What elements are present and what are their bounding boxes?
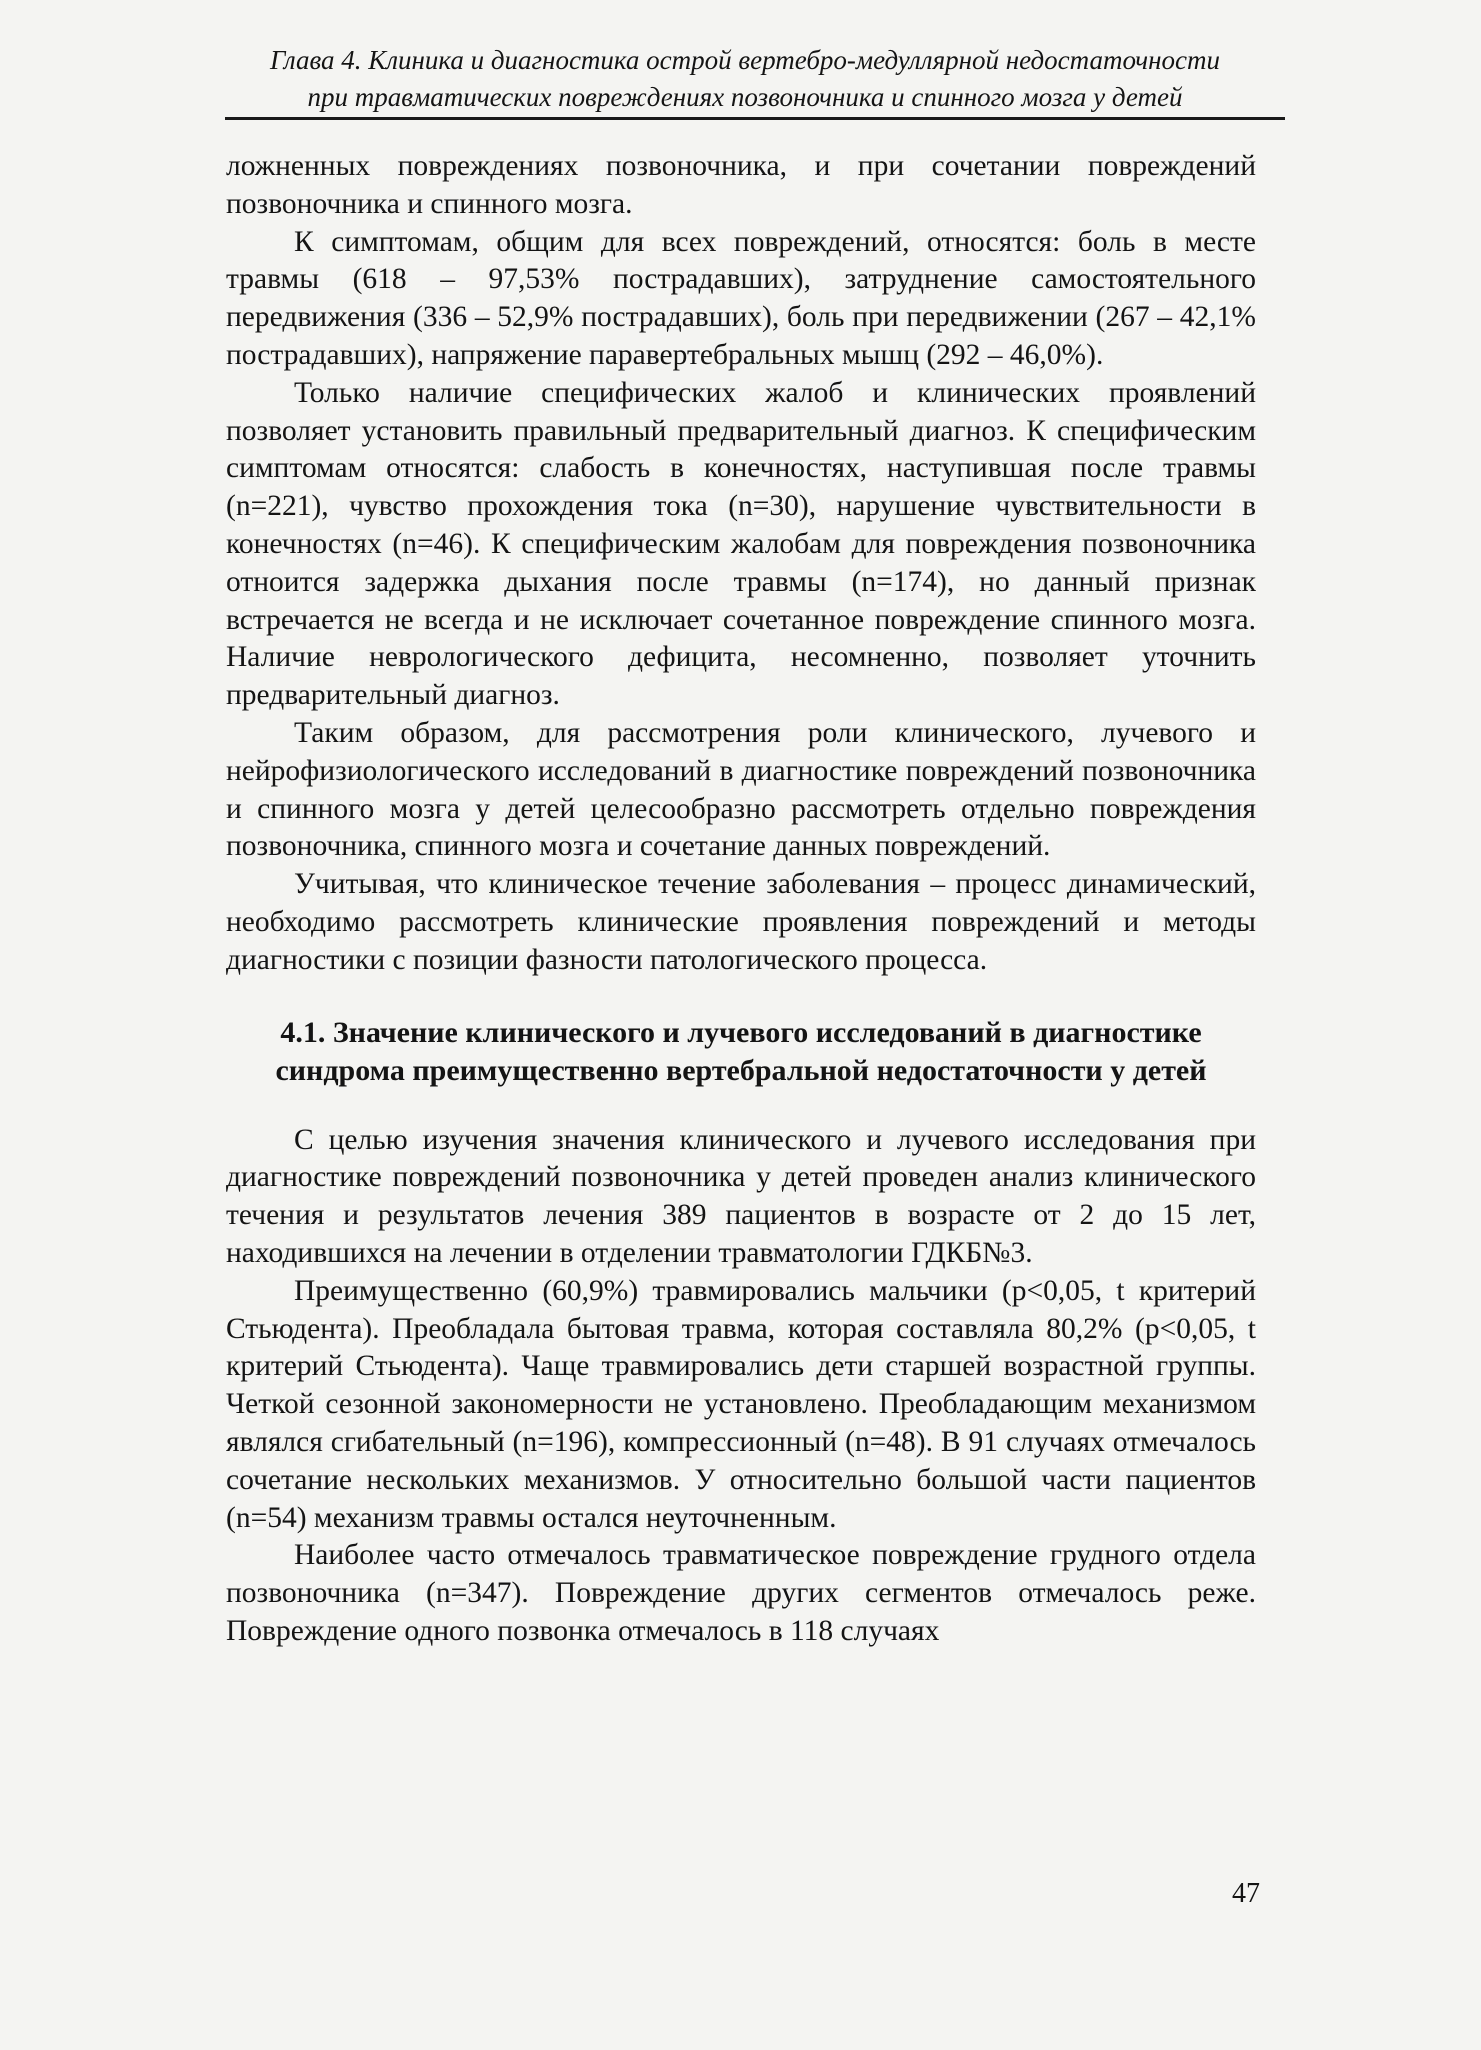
running-head-line-1: Глава 4. Клиника и диагностика острой вертебро-медуллярной недостаточности <box>270 45 1220 75</box>
paragraph-specific-symptoms: Только наличие специфических жалоб и клинических проявлений позволяет установить правильный предварительный диагноз. К специфическим симптомам относятся: слабость в конечностях, наступившая после травмы (n=221), чувство прохождения тока (n=30), нарушение чувствительности в конечностях (n=46). К специфическим жалобам для повреждения позвоночника отнoится задержка дыхания после травмы (n=174), но данный признак встречается не всегда и не исключает сочетанное повреждение спинного мозга. Наличие неврологического дефицита, несомненно, позволяет уточнить предварительный диагноз. <box>226 376 1256 712</box>
body-text <box>226 148 1256 1651</box>
page-number: 47 <box>1232 1878 1260 1909</box>
section-heading-line-1: 4.1. Значение клинического и лучевого исследований в диагностике <box>280 1015 1202 1049</box>
paragraph-conclusion: Таким образом, для рассмотрения роли клинического, лучевого и нейрофизиологического исследований в диагностике повреждений позвоночника и спинного мозга у детей целесообразно рассмотреть отдельно повреждения позвоночника, спинного мозга и сочетание данных повреждений. <box>226 716 1256 863</box>
paragraph-localization: Наиболее часто отмечалось травматическое повреждение грудного отдела позвоночника (n=347). Повреждение других сегментов отмечалось реже. Повреждение одного позвонка отмечалось в 118 случаях <box>226 1539 1256 1647</box>
header-rule <box>225 117 1285 120</box>
paragraph-common-symptoms: К симптомам, общим для всех повреждений, относятся: боль в месте травмы (618 – 97,53% пострадавших), затруднение самостоятельного передвижения (336 – 52,9% пострадавших), боль при передвижении (267 – 42,1% пострадавших), напряжение паравертебральных мышц (292 – 46,0%). <box>226 225 1256 371</box>
running-head <box>205 42 1285 116</box>
paragraph-continued: ложненных повреждениях позвоночника, и при сочетании повреждений позвоночника и спинного мозга. <box>226 150 1256 220</box>
paragraph-study-aim: С целью изучения значения клинического и лучевого исследования при диагностике повреждений позвоночника у детей проведен анализ клинического течения и результатов лечения 389 пациентов в возрасте от 2 до 15 лет, находившихся на лечении в отделении травматологии ГДКБ№3. <box>226 1123 1256 1269</box>
running-head-line-2: при травматических повреждениях позвоночника и спинного мозга у детей <box>307 82 1183 112</box>
paragraph-dynamics: Учитывая, что клиническое течение заболевания – процесс динамический, необходимо рассмотреть клинические проявления повреждений и методы диагностики с позиции фазности патологического процесса. <box>226 868 1256 976</box>
section-heading <box>226 1014 1256 1090</box>
section-heading-line-2: синдрома преимущественно вертебральной недостаточности у детей <box>275 1053 1207 1087</box>
paragraph-demographics: Преимущественно (60,9%) травмировались мальчики (p<0,05, t критерий Стьюдента). Преобладала бытовая травма, которая составляла 80,2% (p<0,05, t критерий Стьюдента). Чаще травмировались дети старшей возрастной группы. Четкой сезонной закономерности не установлено. Преобладающим механизмом являлся сгибательный (n=196), компрессионный (n=48). В 91 случаях отмечалось сочетание нескольких механизмов. У относительно большой части пациентов (n=54) механизм травмы остался неуточненным. <box>226 1274 1256 1534</box>
